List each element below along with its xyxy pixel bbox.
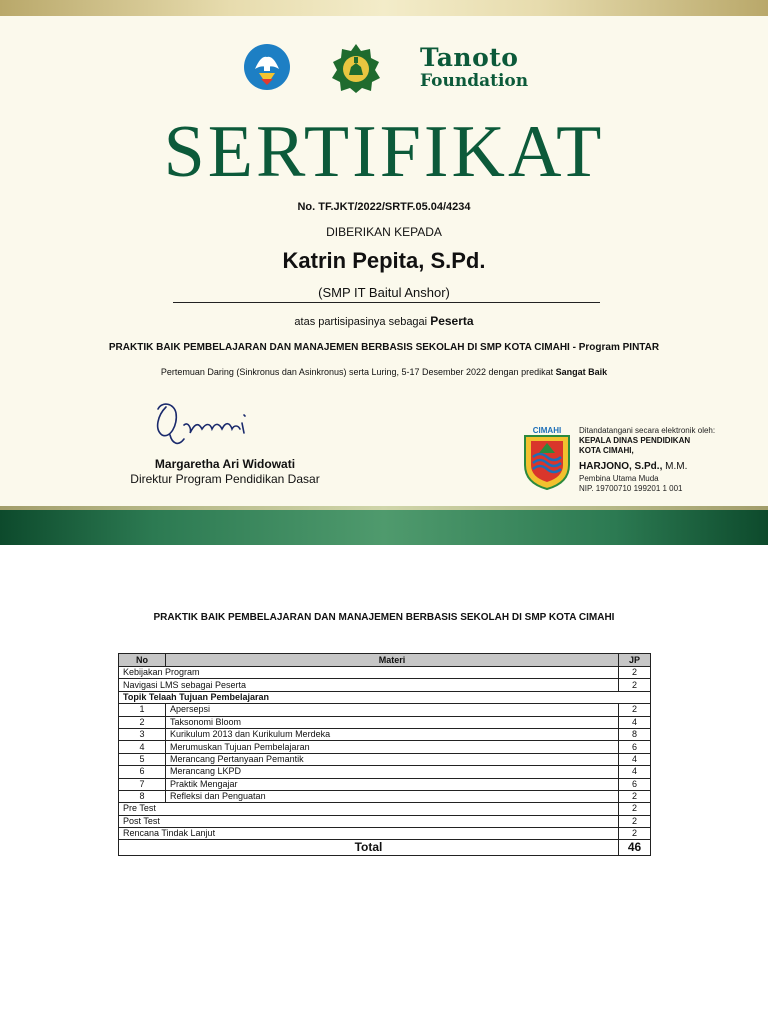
row-jp: 2	[619, 828, 651, 840]
given-to-label: DIBERIKAN KEPADA	[326, 225, 442, 239]
row-no: 6	[119, 766, 166, 778]
table-row	[119, 803, 651, 815]
tanoto-logo-line2: Foundation	[420, 71, 529, 91]
row-jp: 8	[619, 728, 651, 740]
kemdikbud-logo-icon	[243, 43, 291, 91]
total-jp: 46	[619, 840, 651, 856]
row-materi: Apersepsi	[166, 704, 619, 716]
signer2-suffix: M.M.	[665, 461, 688, 472]
row-jp: 6	[619, 741, 651, 753]
row-no: 3	[119, 728, 166, 740]
row-materi: Navigasi LMS sebagai Peserta	[119, 679, 619, 691]
row-no: 5	[119, 753, 166, 765]
bottom-green-band	[0, 506, 768, 545]
row-jp: 2	[619, 704, 651, 716]
table-row	[119, 728, 651, 740]
table-header-row	[119, 654, 651, 667]
signer2-office-line2: KOTA CIMAHI,	[579, 446, 634, 455]
certificate-number: No. TF.JKT/2022/SRTF.05.04/4234	[297, 201, 471, 213]
row-no: 7	[119, 778, 166, 790]
row-materi: Post Test	[119, 815, 619, 827]
signature-icon	[148, 395, 258, 450]
signer1-role: Direktur Program Pendidikan Dasar	[130, 472, 320, 486]
row-materi: Merancang LKPD	[166, 766, 619, 778]
curriculum-table	[118, 653, 651, 856]
kemenag-logo-icon	[331, 43, 381, 93]
row-jp: 2	[619, 679, 651, 691]
cimahi-logo-label: CIMAHI	[532, 426, 562, 435]
row-jp: 4	[619, 753, 651, 765]
signer2-nip: NIP. 19700710 199201 1 001	[579, 484, 683, 493]
table-row	[119, 741, 651, 753]
row-no: 4	[119, 741, 166, 753]
row-jp: 6	[619, 778, 651, 790]
row-no: 2	[119, 716, 166, 728]
cimahi-logo-icon	[521, 425, 573, 491]
signer2-note: Ditandatangani secara elektronik oleh:	[579, 426, 716, 435]
row-materi: Kebijakan Program	[119, 667, 619, 679]
program-title: PRAKTIK BAIK PEMBELAJARAN DAN MANAJEMEN BERBASIS SEKOLAH DI SMP KOTA CIMAHI - Program PINTAR	[108, 342, 660, 353]
curriculum-title: PRAKTIK BAIK PEMBELAJARAN DAN MANAJEMEN BERBASIS SEKOLAH DI SMP KOTA CIMAHI	[153, 612, 615, 623]
schedule-line	[0, 367, 768, 377]
table-row	[119, 704, 651, 716]
table-row	[119, 828, 651, 840]
row-jp: 2	[619, 803, 651, 815]
row-no: 1	[119, 704, 166, 716]
tanoto-foundation-logo	[420, 44, 540, 90]
row-materi: Rencana Tindak Lanjut	[119, 828, 619, 840]
header-jp: JP	[619, 654, 651, 667]
table-row	[119, 815, 651, 827]
schedule-text: Pertemuan Daring (Sinkronus dan Asinkronus) serta Luring, 5-17 Desember 2022 dengan predikat	[160, 367, 554, 377]
table-row	[119, 753, 651, 765]
row-materi: Refleksi dan Penguatan	[166, 790, 619, 802]
top-gold-band	[0, 0, 768, 16]
signer2-rank: Pembina Utama Muda	[579, 474, 659, 483]
row-section-heading: Topik Telaah Tujuan Pembelajaran	[119, 691, 651, 703]
row-materi: Merancang Pertanyaan Pemantik	[166, 753, 619, 765]
participation-role: Peserta	[430, 314, 474, 328]
participation-prefix: atas partisipasinya sebagai	[294, 316, 428, 328]
table-row	[119, 691, 651, 703]
row-jp: 2	[619, 815, 651, 827]
table-row	[119, 667, 651, 679]
recipient-name: Katrin Pepita, S.Pd.	[282, 248, 486, 273]
row-jp: 4	[619, 766, 651, 778]
row-jp: 2	[619, 667, 651, 679]
row-jp: 2	[619, 790, 651, 802]
table-row	[119, 716, 651, 728]
signer2-office-line1: KEPALA DINAS PENDIDIKAN	[579, 436, 691, 445]
header-no: No	[119, 654, 166, 667]
total-label: Total	[119, 840, 619, 856]
row-jp: 4	[619, 716, 651, 728]
signer2-name: HARJONO, S.Pd.,	[579, 461, 663, 472]
row-no: 8	[119, 790, 166, 802]
total-row	[119, 840, 651, 856]
row-materi: Taksonomi Bloom	[166, 716, 619, 728]
tanoto-logo-line1: Tanoto	[420, 43, 519, 72]
signer2-block	[579, 426, 759, 494]
name-underline	[173, 302, 600, 303]
header-materi: Materi	[166, 654, 619, 667]
row-materi: Kurikulum 2013 dan Kurikulum Merdeka	[166, 728, 619, 740]
table-row	[119, 790, 651, 802]
signer2-name-line	[579, 460, 759, 474]
schedule-grade: Sangat Baik	[555, 367, 608, 377]
recipient-school: (SMP IT Baitul Anshor)	[318, 285, 450, 300]
table-row	[119, 766, 651, 778]
participation-line	[0, 314, 768, 328]
certificate-title: SERTIFIKAT	[163, 111, 605, 193]
row-materi: Praktik Mengajar	[166, 778, 619, 790]
table-row	[119, 778, 651, 790]
table-row	[119, 679, 651, 691]
row-materi: Pre Test	[119, 803, 619, 815]
row-materi: Merumuskan Tujuan Pembelajaran	[166, 741, 619, 753]
signer1-name: Margaretha Ari Widowati	[154, 457, 296, 471]
